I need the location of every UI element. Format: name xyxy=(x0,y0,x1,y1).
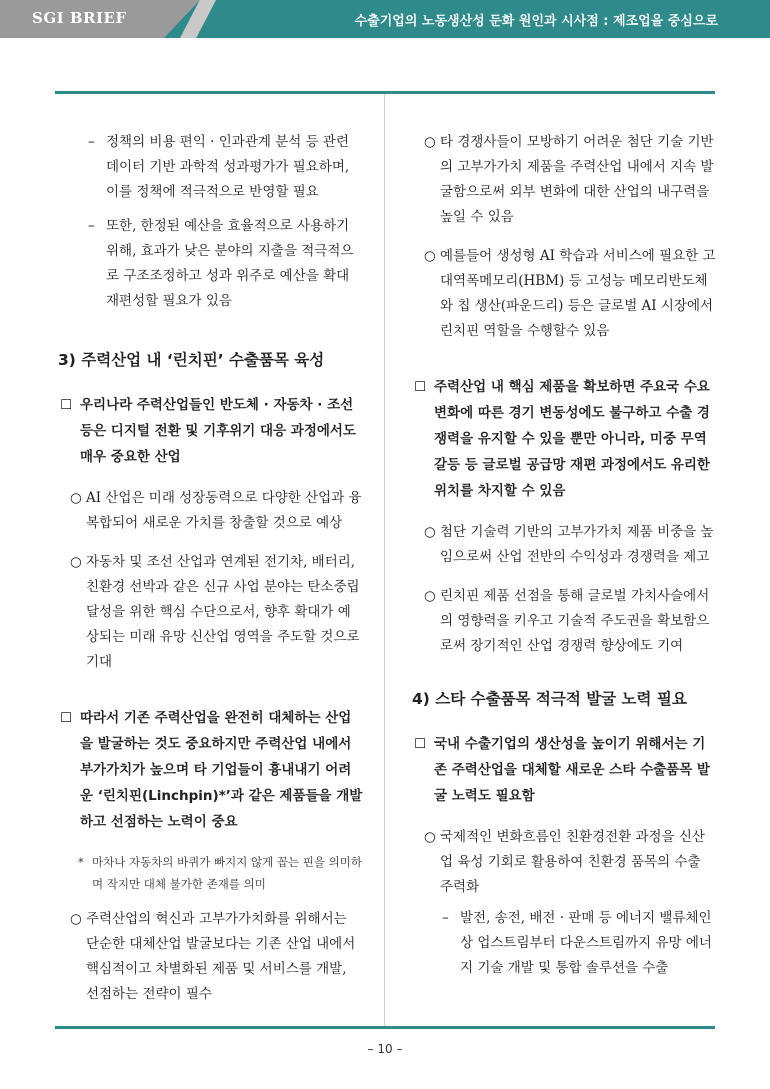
checkbox-bullet-icon: ☐ xyxy=(60,397,73,413)
box-item xyxy=(58,392,363,470)
dash-marker: – xyxy=(88,218,95,234)
footnote-text: 마차나 자동차의 바퀴가 빠지지 않게 꼽는 핀을 의미하며 작지만 대체 불가한 존재를 의미 xyxy=(92,855,362,891)
circle-bullet-icon: ○ xyxy=(70,554,82,570)
paragraph-text: 우리나라 주력산업들인 반도체 · 자동차 · 조선 등은 디지털 전환 및 기후위기 대응 과정에서도 매우 중요한 산업 xyxy=(80,397,356,465)
paragraph-text: 타 경쟁사들이 모방하기 어려운 첨단 기술 기반의 고부가가치 제품을 주력산업 내에서 지속 발굴함으로써 외부 변화에 대한 산업의 내구력을 높일 수 있음 xyxy=(440,134,714,225)
circle-item xyxy=(58,907,363,1007)
dash-marker: – xyxy=(442,910,449,926)
dash-item xyxy=(412,906,717,981)
paragraph-text: 주력산업 내 핵심 제품을 확보하면 주요국 수요 변화에 따른 경기 변동성에도 불구하고 수출 경쟁력을 유지할 수 있을 뿐만 아니라, 미중 무역갈등 등 글로벌 공급망 재편 과정에서도 유리한 위치를 차지할 수 있음 xyxy=(434,379,710,499)
column-divider xyxy=(384,94,385,1026)
paragraph-text: AI 산업은 미래 성장동력으로 다양한 산업과 융복합되어 새로운 가치를 창출할 것으로 예상 xyxy=(86,490,362,531)
circle-bullet-icon: ○ xyxy=(424,524,436,540)
document-title: 수출기업의 노동생산성 둔화 원인과 시사점 : 제조업을 중심으로 xyxy=(354,14,718,29)
circle-item xyxy=(58,550,363,675)
brand-label: SGI BRIEF xyxy=(32,9,127,27)
circle-item xyxy=(58,486,363,536)
bottom-rule xyxy=(55,1026,715,1029)
top-rule xyxy=(55,91,715,94)
checkbox-bullet-icon: ☐ xyxy=(414,379,427,395)
left-column xyxy=(58,130,363,1021)
asterisk-marker: * xyxy=(78,855,84,869)
box-item xyxy=(412,731,717,809)
circle-bullet-icon: ○ xyxy=(424,588,436,604)
circle-bullet-icon: ○ xyxy=(424,134,436,150)
checkbox-bullet-icon: ☐ xyxy=(414,736,427,752)
paragraph-text: 린치핀 제품 선점을 통해 글로벌 가치사슬에서의 영향력을 키우고 기술적 주도권을 확보함으로써 장기적인 산업 경쟁력 향상에도 기여 xyxy=(440,588,710,654)
circle-item xyxy=(412,584,717,659)
paragraph-text: 국제적인 변화흐름인 친환경전환 과정을 신산업 육성 기회로 활용하여 친환경 품목의 수출 주력화 xyxy=(440,829,705,895)
paragraph-text: 주력산업의 혁신과 고부가가치화를 위해서는 단순한 대체산업 발굴보다는 기존 산업 내에서 핵심적이고 차별화된 제품 및 서비스를 개발, 선점하는 전략이 필수 xyxy=(86,911,356,1002)
circle-bullet-icon: ○ xyxy=(70,911,82,927)
circle-item xyxy=(412,244,717,344)
checkbox-bullet-icon: ☐ xyxy=(60,710,73,726)
circle-bullet-icon: ○ xyxy=(424,248,436,264)
footnote xyxy=(58,851,363,895)
circle-item xyxy=(412,825,717,900)
paragraph-text: 예를들어 생성형 AI 학습과 서비스에 필요한 고대역폭메모리(HBM) 등 고성능 메모리반도체와 칩 생산(파운드리) 등은 글로벌 AI 시장에서 린치핀 역할을 수행할수 있음 xyxy=(440,248,716,339)
box-item xyxy=(412,374,717,504)
dash-item xyxy=(58,214,363,314)
section-heading: 3) 주력산업 내 ‘린치핀’ 수출품목 육성 xyxy=(58,351,325,369)
circle-item xyxy=(412,520,717,570)
dash-marker: – xyxy=(88,134,95,150)
circle-bullet-icon: ○ xyxy=(424,829,436,845)
box-item xyxy=(58,705,363,835)
page-header xyxy=(0,0,770,38)
paragraph-text: 발전, 송전, 배전 · 판매 등 에너지 밸류체인 상 업스트림부터 다운스트림까지 유망 에너지 기술 개발 및 통합 솔루션을 수출 xyxy=(460,910,712,976)
circle-item xyxy=(412,130,717,230)
paragraph-text: 또한, 한정된 예산을 효율적으로 사용하기 위해, 효과가 낮은 분야의 지출을 적극적으로 구조조정하고 성과 위주로 예산을 확대 재편성할 필요가 있음 xyxy=(106,218,354,309)
right-column xyxy=(412,130,717,990)
section-heading: 4) 스타 수출품목 적극적 발굴 노력 필요 xyxy=(412,690,687,708)
paragraph-text: 정책의 비용 편익 · 인과관계 분석 등 관련 데이터 기반 과학적 성과평가가 필요하며, 이를 정책에 적극적으로 반영할 필요 xyxy=(106,134,350,200)
dash-item xyxy=(58,130,363,205)
paragraph-text: 따라서 기존 주력산업을 완전히 대체하는 산업을 발굴하는 것도 중요하지만 주력산업 내에서 부가가치가 높으며 타 기업들이 흉내내기 어려운 ‘린치핀(Linchpin)*’과 같은 제품들을 개발하고 선점하는 노력이 중요 xyxy=(80,710,363,830)
paragraph-text: 첨단 기술력 기반의 고부가가치 제품 비중을 높임으로써 산업 전반의 수익성과 경쟁력을 제고 xyxy=(440,524,714,565)
paragraph-text: 자동차 및 조선 산업과 연계된 전기차, 배터리, 친환경 선박과 같은 신규 사업 분야는 탄소중립 달성을 위한 핵심 수단으로서, 향후 확대가 예상되는 미래 유망 신산업 영역을 주도할 것으로 기대 xyxy=(86,554,360,670)
paragraph-text: 국내 수출기업의 생산성을 높이기 위해서는 기존 주력산업을 대체할 새로운 스타 수출품목 발굴 노력도 필요함 xyxy=(434,736,710,804)
page-number: – 10 – xyxy=(367,1042,403,1056)
circle-bullet-icon: ○ xyxy=(70,490,82,506)
